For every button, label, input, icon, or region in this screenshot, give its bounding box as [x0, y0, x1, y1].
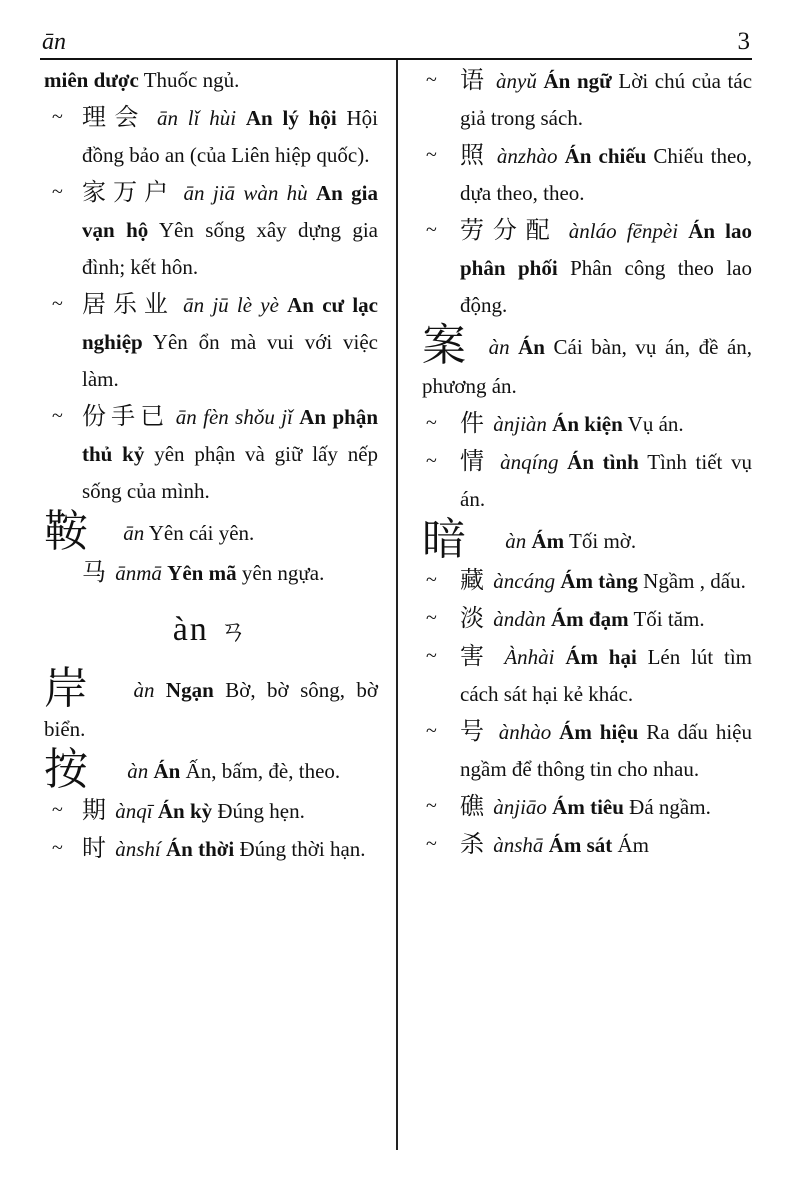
entry-pinyin: ānmā	[115, 561, 162, 585]
entry-viet: Án kiện	[552, 412, 623, 436]
entry-definition: Tình tiết vụ án.	[460, 450, 753, 511]
head-entry	[44, 744, 378, 795]
tilde-mark: ~	[426, 69, 437, 91]
entry-hanzi: 份手已	[82, 402, 170, 430]
sub-entry	[422, 212, 752, 324]
entry-viet: Ám hại	[565, 645, 637, 669]
entry-definition: Bờ, bờ sông, bờ biển.	[44, 678, 379, 741]
entry-viet: Ám sát	[548, 833, 613, 857]
tilde-mark: ~	[426, 720, 437, 742]
entry-hanzi: 期	[82, 796, 110, 824]
tilde-mark: ~	[426, 795, 437, 817]
entry-hanzi: 害	[460, 642, 494, 670]
sub-entry	[44, 792, 378, 830]
entry-pinyin: àncáng	[493, 569, 556, 593]
entry-viet: Ám tàng	[560, 569, 638, 593]
entry-definition: Vụ án.	[627, 412, 684, 436]
sub-entry	[44, 398, 378, 510]
entry-continuation	[44, 62, 378, 99]
entry-pinyin: ànhào	[498, 720, 552, 744]
entry-pinyin: ān lǐ hùi	[156, 106, 237, 130]
entry-definition: Yên cái yên.	[148, 521, 255, 545]
sub-entry	[422, 62, 752, 137]
entry-pinyin: ànzhào	[496, 144, 558, 168]
entry-definition: Yên ổn mà vui với việc làm.	[82, 330, 378, 391]
entry-viet: An phận thủ kỷ	[82, 405, 379, 466]
entry-viet: Yên mã	[167, 561, 237, 585]
entry-pinyin: ànshā	[493, 833, 544, 857]
entry-pinyin: ànqī	[115, 799, 153, 823]
sub-entry	[44, 554, 378, 592]
entry-viet: Án	[153, 759, 181, 783]
entry-viet: Ám hiệu	[559, 720, 639, 744]
entry-hanzi: 居乐业	[82, 290, 175, 318]
entry-definition: Yên sống xây dựng gia đình; kết hôn.	[82, 218, 378, 279]
head-entry	[44, 663, 379, 748]
section-latin: àn	[172, 611, 209, 648]
entry-pinyin: Ànhài	[504, 645, 555, 669]
head-entry	[422, 320, 753, 405]
tilde-mark: ~	[52, 181, 63, 203]
entry-hanzi: 劳分配	[460, 216, 559, 244]
entry-pinyin: àn	[505, 529, 527, 553]
entry-pinyin: ān fèn shǒu jǐ	[175, 405, 293, 429]
entry-viet: Án ngữ	[543, 69, 612, 93]
entry-definition: Lời chú của tác giả trong sách.	[460, 69, 753, 130]
sub-entry	[422, 137, 752, 212]
entry-pinyin: àn	[127, 759, 149, 783]
entry-hanzi: 时	[82, 834, 110, 862]
entry-definition: Tối mờ.	[569, 529, 637, 553]
head-entry	[422, 514, 752, 565]
entry-hanzi: 情	[460, 447, 492, 475]
sub-entry	[44, 830, 378, 868]
sub-entry	[422, 638, 752, 713]
entry-definition: yên phận và giữ lấy nếp sống của mình.	[82, 442, 379, 503]
tilde-mark: ~	[52, 799, 63, 821]
entry-pinyin: ànyǔ	[496, 69, 537, 93]
entry-pinyin: àn	[488, 335, 510, 359]
entry-hanzi: 杀	[460, 830, 488, 858]
entry-hanzi: 礁	[460, 792, 488, 820]
entry-pinyin: ànláo fēnpèi	[568, 219, 679, 243]
entry-definition: yên ngựa.	[241, 561, 325, 585]
entry-pinyin: àn	[133, 678, 155, 702]
entry-viet: Ám tiêu	[552, 795, 624, 819]
tilde-mark: ~	[426, 450, 437, 472]
entry-definition: Ngầm , dấu.	[643, 569, 746, 593]
headword-character: 鞍	[44, 506, 88, 557]
sub-entry	[422, 405, 752, 443]
sub-entry	[44, 99, 378, 174]
sub-entry	[422, 443, 752, 518]
right-column	[422, 62, 752, 864]
entry-pinyin: ān	[123, 521, 145, 545]
entry-viet: An lý hội	[245, 106, 337, 130]
entry-viet: Án	[518, 335, 545, 359]
head-entry	[44, 506, 378, 557]
entry-definition: Hội đồng bảo an (của Liên hiệp quốc).	[82, 106, 378, 167]
page-header	[40, 26, 752, 60]
entry-pinyin: ànjiàn	[493, 412, 547, 436]
entry-definition: Tối tăm.	[633, 607, 705, 631]
running-head: ān	[42, 29, 66, 55]
headword-character: 按	[44, 744, 88, 795]
entry-viet: Án thời	[166, 837, 235, 861]
entry-definition: Đúng hẹn.	[217, 799, 305, 823]
tilde-mark: ~	[426, 144, 437, 166]
entry-viet: Án kỳ	[157, 799, 213, 823]
sub-entry	[422, 600, 752, 638]
sub-entry	[422, 788, 752, 826]
entry-definition: Ấn, bấm, đè, theo.	[185, 759, 341, 783]
entry-viet: Án chiếu	[564, 144, 647, 168]
entry-pinyin: ànjiāo	[493, 795, 547, 819]
entry-viet: Ám đạm	[551, 607, 629, 631]
entry-definition: Lén lút tìm cách sát hại kẻ khác.	[460, 645, 752, 706]
entry-definition: Ám	[617, 833, 650, 857]
entry-hanzi: 马	[82, 558, 110, 586]
tilde-mark: ~	[52, 106, 63, 128]
section-title	[44, 592, 378, 667]
entry-definition: Cái bàn, vụ án, đề án, phương án.	[422, 335, 753, 398]
left-column	[44, 62, 378, 868]
entry-pinyin: àndàn	[493, 607, 546, 631]
tilde-mark: ~	[426, 607, 437, 629]
entry-viet: Án lao phân phối	[460, 219, 753, 280]
entry-definition: Thuốc ngủ.	[143, 68, 240, 92]
entry-viet: Án tình	[567, 450, 639, 474]
entry-hanzi: 件	[460, 409, 488, 437]
sub-entry	[422, 713, 752, 788]
entry-pinyin: ànshí	[115, 837, 161, 861]
tilde-mark: ~	[426, 219, 437, 241]
headword-character: 暗	[422, 514, 466, 565]
entry-hanzi: 藏	[460, 566, 488, 594]
tilde-mark: ~	[426, 833, 437, 855]
sub-entry	[44, 174, 378, 286]
tilde-mark: ~	[426, 412, 437, 434]
headword-character: 岸	[44, 663, 88, 714]
entry-definition: Chiếu theo, dựa theo, theo.	[460, 144, 753, 205]
sub-entry	[44, 286, 378, 398]
entry-viet: miên dược	[44, 68, 139, 92]
entry-hanzi: 号	[460, 717, 491, 745]
tilde-mark: ~	[52, 405, 63, 427]
entry-viet: An gia vạn hộ	[82, 181, 379, 242]
entry-hanzi: 家万户	[82, 178, 176, 206]
entry-pinyin: ān jiā wàn hù	[183, 181, 308, 205]
tilde-mark: ~	[52, 837, 63, 859]
column-divider	[396, 60, 398, 1150]
entry-pinyin: ànqíng	[500, 450, 559, 474]
section-zhuyin: ㄢ	[219, 614, 250, 647]
sub-entry	[422, 826, 752, 864]
headword-character: 案	[422, 320, 466, 371]
entry-hanzi: 语	[460, 66, 490, 94]
tilde-mark: ~	[52, 293, 63, 315]
entry-definition: Đúng thời hạn.	[239, 837, 366, 861]
entry-definition: Đá ngầm.	[629, 795, 711, 819]
sub-entry	[422, 562, 752, 600]
tilde-mark: ~	[426, 569, 437, 591]
entry-pinyin: ān jū lè yè	[183, 293, 279, 317]
entry-definition: Ra dấu hiệu ngầm để thông tin cho nhau.	[460, 720, 752, 781]
entry-definition: Phân công theo lao động.	[460, 256, 753, 317]
entry-hanzi: 照	[460, 141, 490, 169]
page-number: 3	[737, 28, 750, 55]
entry-hanzi: 淡	[460, 604, 488, 632]
entry-hanzi: 理会	[82, 103, 148, 131]
entry-viet: An cư lạc nghiệp	[82, 293, 378, 354]
tilde-mark: ~	[426, 645, 437, 667]
entry-viet: Ám	[531, 529, 565, 553]
entry-viet: Ngạn	[165, 678, 214, 702]
